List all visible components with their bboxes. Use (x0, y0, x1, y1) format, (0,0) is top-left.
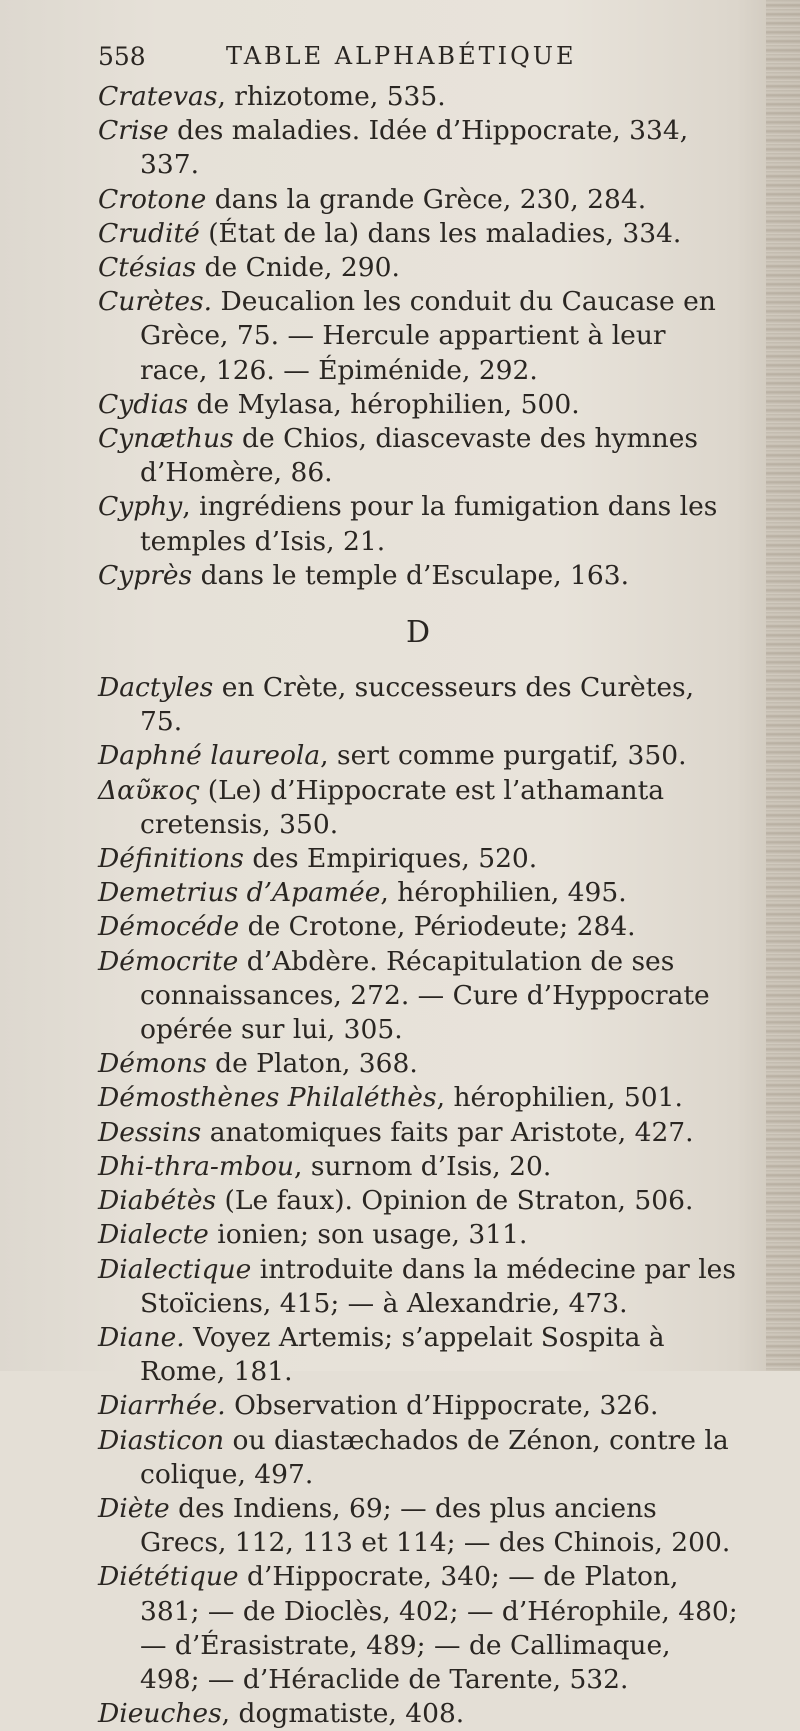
index-entry (98, 251, 738, 285)
entry-term: Demetrius d’Apamée (98, 877, 381, 909)
index-entry (98, 559, 738, 593)
entry-text: , ingrédiens pour la fumigation dans les temples d’Isis, 21. (140, 491, 718, 557)
index-entry (98, 285, 738, 388)
index-entry (98, 388, 738, 422)
index-entry (98, 910, 738, 944)
entry-term: Crotone (98, 183, 207, 215)
entry-text: des Indiens, 69; — des plus anciens Grecs, 112, 113 et 114; — des Chinois, 200. (140, 1492, 731, 1559)
entry-text: , rhizotome, 535. (217, 81, 446, 112)
entry-text: (Le faux). Opinion de Straton, 506. (216, 1185, 694, 1217)
entry-term: Crise (98, 115, 169, 147)
entry-text: des Empiriques, 520. (243, 843, 538, 875)
entry-text: Deucalion les conduit du Caucase en Grèce, 75. — Hercule appartient à leur race, 126. — Épiménide, 292. (140, 286, 716, 386)
index-entry (98, 1560, 738, 1697)
entry-term: Daphné laureola (98, 740, 321, 772)
entry-text: d’Abdère. Récapitulation de ses connaissances, 272. — Cure d’Hyppocrate opérée sur lui, 305. (140, 945, 710, 1046)
index-entry (98, 1321, 738, 1389)
entry-term: Cyprès (98, 559, 193, 591)
index-entry (98, 739, 738, 773)
index-entry (98, 1218, 738, 1252)
index-entry (98, 1081, 738, 1115)
index-entry (98, 842, 738, 876)
running-header (98, 38, 738, 74)
index-entry (98, 1184, 738, 1218)
index-entries (98, 80, 738, 1731)
index-entry (98, 422, 738, 490)
page-edge-shadow (766, 0, 800, 1371)
index-entry (98, 490, 738, 558)
entry-term: Définitions (98, 843, 244, 875)
page-number: 558 (98, 42, 146, 71)
entry-term: Diététique (98, 1561, 239, 1593)
index-entry (98, 1047, 738, 1081)
index-entry (98, 774, 738, 842)
entry-term: Dessins (98, 1116, 202, 1148)
entry-term: Cynæthus (98, 423, 234, 455)
entry-text: des maladies. Idée d’Hippocrate, 334, 337. (140, 115, 689, 181)
entry-term: Diarrhée. (98, 1390, 226, 1422)
entry-text: de Platon, 368. (206, 1048, 418, 1080)
index-entry (98, 114, 738, 182)
entry-text: , hérophilien, 495. (380, 877, 627, 909)
header-title: TABLE ALPHABÉTIQUE (226, 42, 577, 70)
index-entry (98, 1116, 738, 1150)
index-entry (98, 876, 738, 910)
entry-text: dans le temple d’Esculape, 163. (192, 559, 630, 591)
entry-text: Voyez Artemis; s’appelait Sospita à Rome, 181. (140, 1321, 665, 1388)
entry-text: , hérophilien, 501. (436, 1082, 683, 1114)
entry-text: ionien; son usage, 311. (208, 1219, 528, 1251)
entry-term: Dactyles (98, 672, 214, 704)
index-entry (98, 183, 738, 217)
entry-term: Curètes. (98, 286, 213, 318)
entry-term: Cydias (98, 388, 189, 420)
section-letter: D (405, 615, 431, 651)
index-entry (98, 80, 738, 114)
entry-term: Ctésias (98, 252, 197, 284)
entry-text: ou diastæchados de Zénon, contre la colique, 497. (140, 1424, 729, 1490)
entry-text: , sert comme purgatif, 350. (320, 740, 687, 772)
entry-text: dans la grande Grèce, 230, 284. (206, 183, 647, 215)
entry-term: Dhi-thra-mbou (98, 1150, 294, 1182)
index-entry (98, 1253, 738, 1321)
entry-text: , surnom d’Isis, 20. (294, 1150, 552, 1182)
index-entry (98, 1150, 738, 1184)
entry-text: , dogmatiste, 408. (221, 1698, 465, 1730)
entry-term: Démons (98, 1048, 207, 1080)
index-entry (98, 671, 738, 739)
index-entry (98, 1424, 738, 1492)
entry-text: de Chios, diascevaste des hymnes d’Homère, 86. (140, 423, 698, 489)
entry-text: anatomiques faits par Aristote, 427. (201, 1116, 694, 1148)
entry-text: de Mylasa, hérophilien, 500. (188, 388, 580, 420)
entry-term: Diabétès (98, 1185, 217, 1217)
entry-text: Observation d’Hippocrate, 326. (225, 1390, 659, 1422)
entry-term: Diane. (98, 1321, 185, 1353)
entry-term: Démosthènes Philaléthès (98, 1082, 437, 1114)
entry-term: Cratevas (98, 81, 218, 112)
index-entry (98, 1389, 738, 1423)
entry-term: Dialecte (98, 1219, 209, 1251)
entry-text: introduite dans la médecine par les Stoïciens, 415; — à Alexandrie, 473. (140, 1253, 736, 1319)
entry-term: Crudité (98, 217, 200, 249)
entry-term: Diète (98, 1492, 170, 1524)
entry-term: Δαῦκος (98, 774, 200, 806)
entry-text: de Crotone, Périodeute; 284. (239, 911, 636, 943)
entry-text: d’Hippocrate, 340; — de Platon, 381; — de Dioclès, 402; — d’Hérophile, 480; — d’Érasistrate, 489; — de Callimaque, 498; — d’Héraclide de Tarente, 532. (140, 1561, 738, 1695)
entry-term: Dialectique (98, 1253, 252, 1285)
entry-term: Démocrite (98, 945, 239, 977)
entry-text: (Le) d’Hippocrate est l’athamanta cretensis, 350. (140, 774, 665, 840)
index-entry (98, 1697, 738, 1731)
index-entry (98, 1492, 738, 1560)
index-entry (98, 945, 738, 1048)
entry-term: Dieuches (98, 1698, 222, 1730)
entry-term: Cyphy (98, 491, 183, 523)
entry-term: Diasticon (98, 1424, 225, 1456)
index-entry (98, 217, 738, 251)
entry-text: (État de la) dans les maladies, 334. (199, 217, 682, 249)
entry-term: Démocéde (98, 911, 240, 943)
entry-text: de Cnide, 290. (196, 252, 400, 284)
entry-text: en Crète, successeurs des Curètes, 75. (140, 672, 695, 738)
